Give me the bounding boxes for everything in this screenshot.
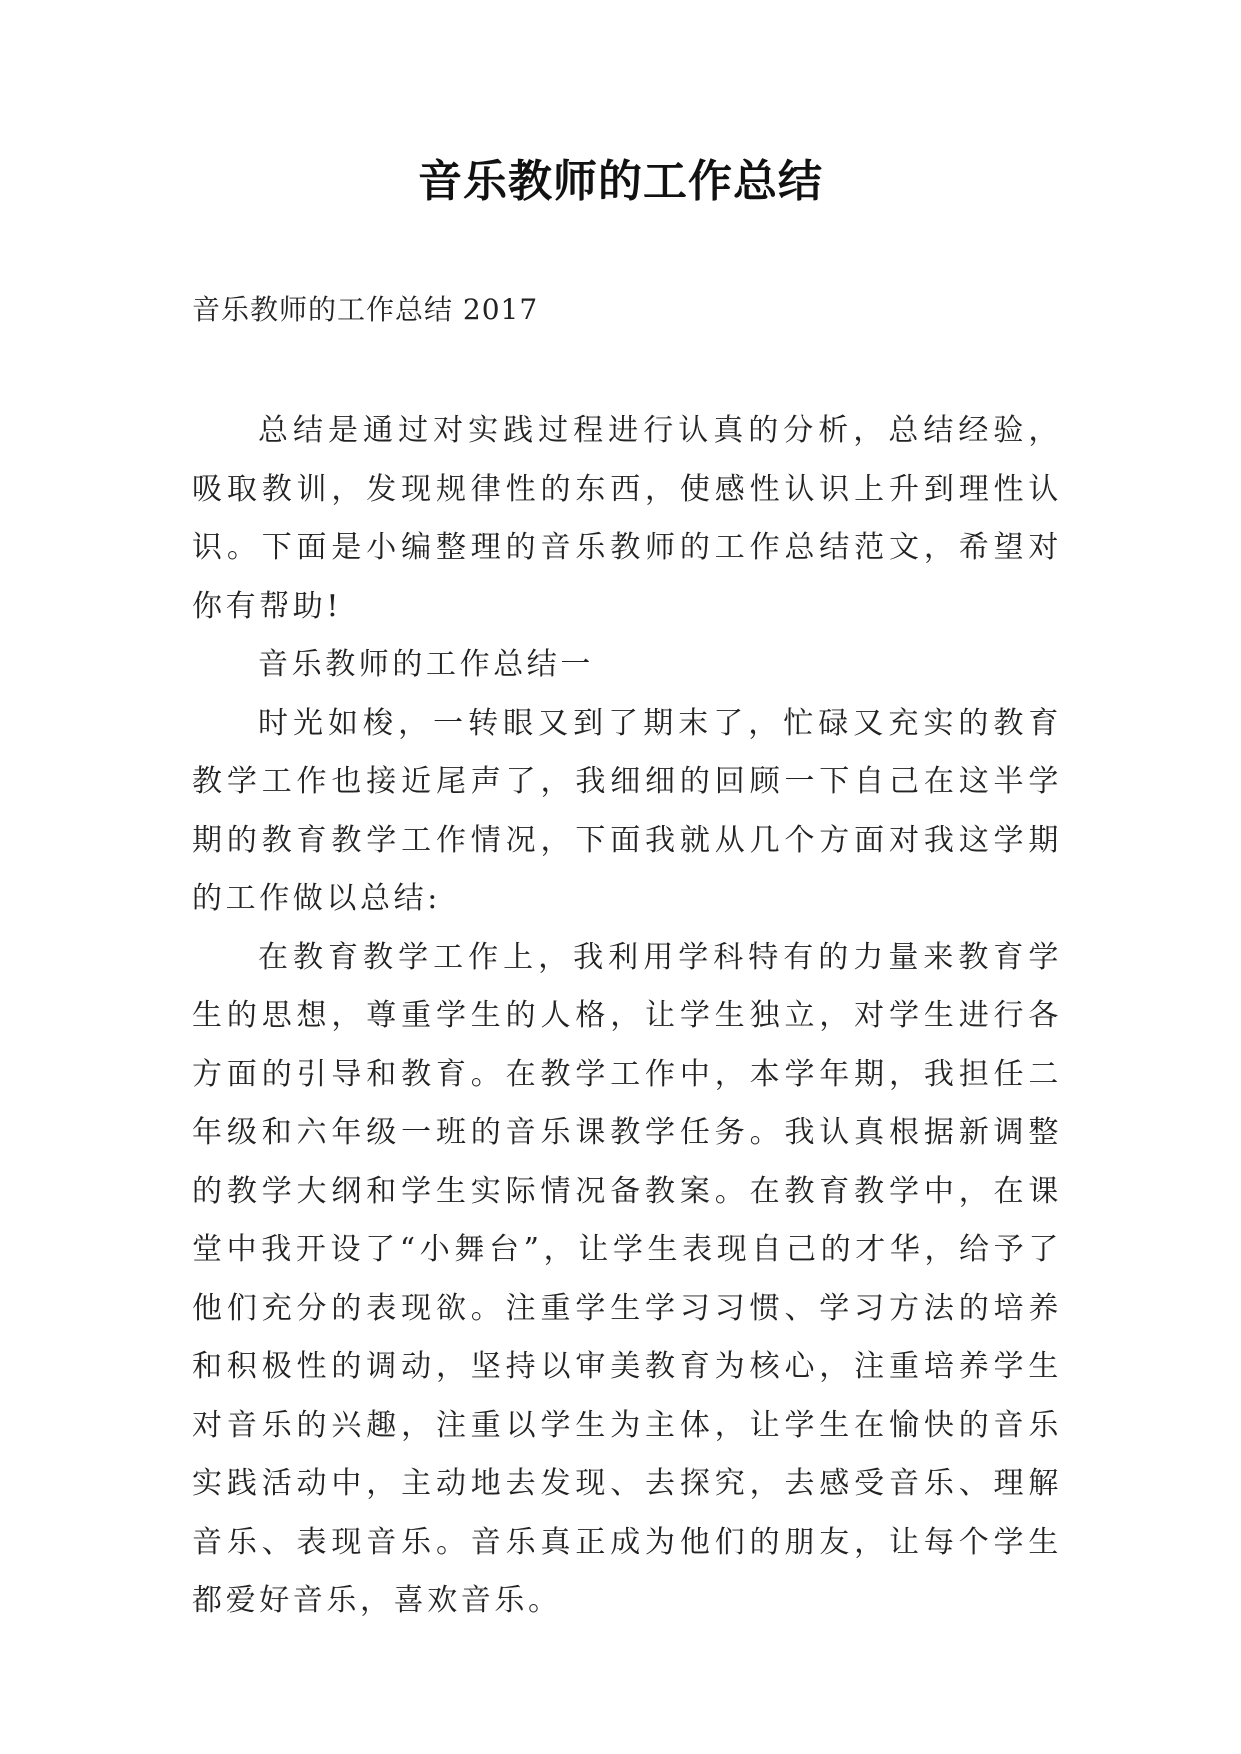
paragraph-intro: 总结是通过对实践过程进行认真的分析，总结经验，吸取教训，发现规律性的东西，使感性认识上升到理性认识。下面是小编整理的音乐教师的工作总结范文，希望对你有帮助!: [192, 413, 1062, 624]
paragraph-overview: 时光如梭，一转眼又到了期末了，忙碌又充实的教育教学工作也接近尾声了，我细细的回顾一下自己在这半学期的教育教学工作情况，下面我就从几个方面对我这学期的工作做以总结:: [192, 705, 1062, 916]
document-title: 音乐教师的工作总结: [418, 156, 823, 207]
document-subtitle: 音乐教师的工作总结 2017: [192, 293, 539, 326]
document-body: [192, 402, 1062, 1631]
section-heading: 音乐教师的工作总结一: [258, 647, 594, 682]
paragraph-teaching: 在教育教学工作上，我利用学科特有的力量来教育学生的思想，尊重学生的人格，让学生独立，对学生进行各方面的引导和教育。在教学工作中，本学年期，我担任二年级和六年级一班的音乐课教学任务。我认真根据新调整的教学大纲和学生实际情况备教案。在教育教学中，在课堂中我开设了“小舞台”，让学生表现自己的才华，给予了他们充分的表现欲。注重学生学习习惯、学习方法的培养和积极性的调动，坚持以审美教育为核心，注重培养学生对音乐的兴趣，注重以学生为主体，让学生在愉快的音乐实践活动中，主动地去发现、去探究，去感受音乐、理解音乐、表现音乐。音乐真正成为他们的朋友，让每个学生都爱好音乐，喜欢音乐。: [192, 939, 1062, 1618]
